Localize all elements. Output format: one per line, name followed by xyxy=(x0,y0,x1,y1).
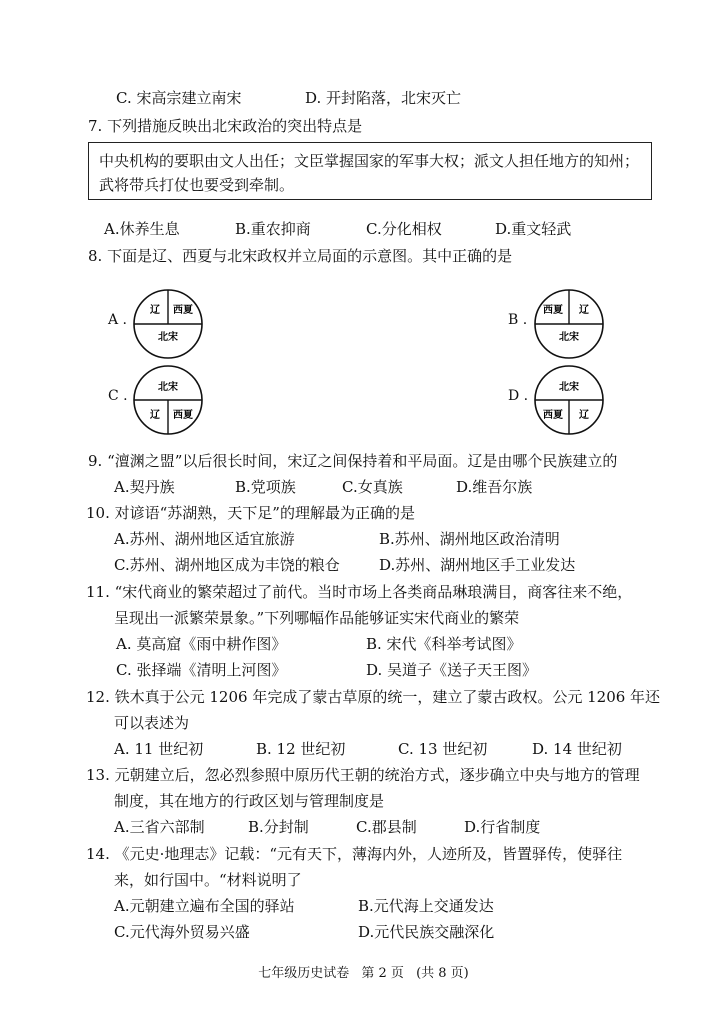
q8-c-bottom-right: 西夏 xyxy=(173,410,193,421)
q8-stem: 8. 下面是辽、西夏与北宋政权并立局面的示意图。其中正确的是 xyxy=(88,247,513,265)
q9-stem: 9. “澶渊之盟”以后很长时间，宋辽之间保持着和平局面。辽是由哪个民族建立的 xyxy=(88,452,618,470)
q8-c-top: 北宋 xyxy=(158,382,178,393)
q13-stem-line-1: 13. 元朝建立后，忽必烈参照中原历代王朝的统治方式，逐步确立中央与地方的管理 xyxy=(86,766,640,784)
q7-stem: 7. 下列措施反映出北宋政治的突出特点是 xyxy=(88,117,363,135)
q8-label-c: C . xyxy=(108,388,128,404)
q7-option-a: A.休养生息 xyxy=(104,220,180,238)
q7-material-box xyxy=(88,142,652,200)
q13-option-b: B.分封制 xyxy=(248,818,309,836)
q8-d-top: 北宋 xyxy=(559,382,579,393)
q7-material-line-2: 武将带兵打仗也要受到牵制。 xyxy=(99,176,295,194)
q11-stem-line-1: 11. “宋代商业的繁荣超过了前代。当时市场上各类商品琳琅满目，商客往来不绝， xyxy=(86,583,633,601)
q9-option-b: B.党项族 xyxy=(235,478,296,496)
q9-option-a: A.契丹族 xyxy=(114,478,175,496)
q13-option-a: A.三省六部制 xyxy=(114,818,205,836)
q13-stem-line-2: 制度，其在地方的行政区划与管理制度是 xyxy=(114,792,385,810)
q8-diagram-a xyxy=(131,287,205,365)
q8-diagram-d xyxy=(532,363,606,441)
q14-stem-line-2: 来，如行国中。“材料说明了 xyxy=(114,871,302,889)
q10-option-b: B.苏州、湖州地区政治清明 xyxy=(379,530,560,548)
q7-option-c: C.分化相权 xyxy=(366,220,442,238)
q8-a-top-right: 西夏 xyxy=(173,305,193,316)
q14-option-b: B.元代海上交通发达 xyxy=(358,897,494,915)
q9-option-c: C.女真族 xyxy=(342,478,403,496)
q8-diagram-c xyxy=(131,363,205,441)
q14-stem-line-1: 14. 《元史·地理志》记载：“元有天下，薄海内外，人迹所及，皆置驿传，使驿往 xyxy=(86,845,623,863)
q8-b-top-right: 辽 xyxy=(579,305,589,316)
q12-option-b: B. 12 世纪初 xyxy=(256,740,346,758)
q11-option-c: C. 张择端《清明上河图》 xyxy=(116,661,287,679)
q7-option-d: D.重文轻武 xyxy=(495,220,572,238)
q12-option-d: D. 14 世纪初 xyxy=(532,740,622,758)
q7-material-line-1: 中央机构的要职由文人出任；文臣掌握国家的军事大权；派文人担任地方的知州； xyxy=(99,152,640,170)
q9-option-d: D.维吾尔族 xyxy=(456,478,533,496)
q13-option-c: C.郡县制 xyxy=(356,818,417,836)
q10-option-c: C.苏州、湖州地区成为丰饶的粮仓 xyxy=(114,556,340,574)
q10-option-a: A.苏州、湖州地区适宜旅游 xyxy=(114,530,295,548)
footer-exam-name: 七年级历史试卷 xyxy=(258,966,350,981)
q13-option-d: D.行省制度 xyxy=(464,818,541,836)
q14-option-a: A.元朝建立遍布全国的驿站 xyxy=(114,897,295,915)
q12-option-a: A. 11 世纪初 xyxy=(114,740,204,758)
q8-label-d: D . xyxy=(508,388,529,404)
q8-label-b: B . xyxy=(508,312,528,328)
q12-stem-line-2: 可以表述为 xyxy=(114,714,190,732)
q7-option-b: B.重农抑商 xyxy=(235,220,311,238)
q8-b-bottom: 北宋 xyxy=(559,332,579,343)
q8-c-bottom-left: 辽 xyxy=(150,410,160,421)
page-footer xyxy=(0,962,727,981)
q11-stem-line-2: 呈现出一派繁荣景象。”下列哪幅作品能够证实宋代商业的繁荣 xyxy=(114,609,520,627)
q11-option-b: B. 宋代《科举考试图》 xyxy=(366,635,522,653)
q10-stem: 10. 对谚语“苏湖熟，天下足”的理解最为正确的是 xyxy=(86,504,415,522)
q6-option-d: D. 开封陷落，北宋灭亡 xyxy=(305,89,462,107)
footer-page-number: 第 2 页 xyxy=(361,966,404,981)
q11-option-d: D. 吴道子《送子天王图》 xyxy=(366,661,538,679)
q11-option-a: A. 莫高窟《雨中耕作图》 xyxy=(116,635,287,653)
q8-label-a: A . xyxy=(108,312,128,328)
q14-option-d: D.元代民族交融深化 xyxy=(358,923,495,941)
q8-d-bottom-right: 辽 xyxy=(579,410,589,421)
footer-total-pages: (共 8 页) xyxy=(416,966,469,981)
q8-a-top-left: 辽 xyxy=(150,305,160,316)
q10-option-d: D.苏州、湖州地区手工业发达 xyxy=(379,556,576,574)
q6-option-c: C. 宋高宗建立南宋 xyxy=(116,89,242,107)
q8-b-top-left: 西夏 xyxy=(543,305,563,316)
q12-option-c: C. 13 世纪初 xyxy=(398,740,488,758)
q8-a-bottom: 北宋 xyxy=(158,332,178,343)
q12-stem-line-1: 12. 铁木真于公元 1206 年完成了蒙古草原的统一，建立了蒙古政权。公元 1206 年还 xyxy=(86,688,661,706)
q8-diagram-b xyxy=(532,287,606,365)
q8-d-bottom-left: 西夏 xyxy=(543,410,563,421)
q14-option-c: C.元代海外贸易兴盛 xyxy=(114,923,250,941)
